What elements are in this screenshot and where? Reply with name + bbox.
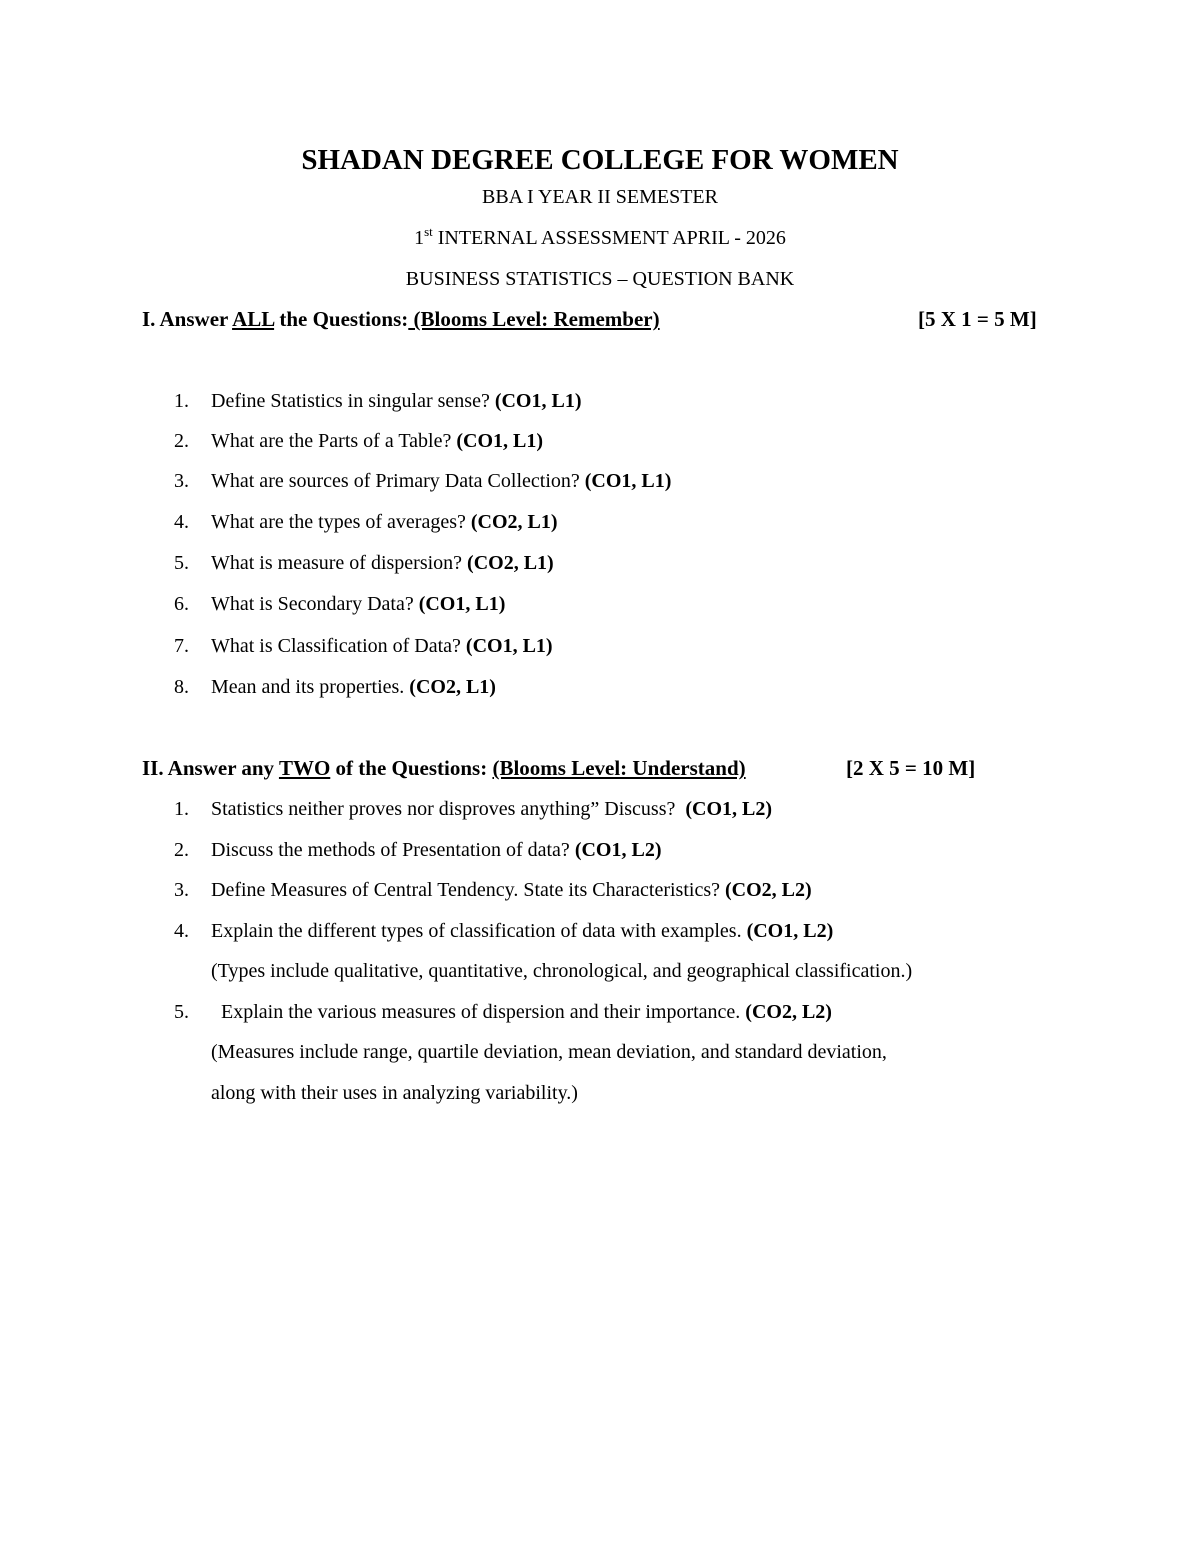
question-tag: (CO2, L2)	[745, 1001, 832, 1023]
question-number: 3.	[174, 879, 189, 901]
assessment-line	[0, 225, 1200, 251]
class-line: BBA I YEAR II SEMESTER	[482, 186, 718, 208]
question-text: What are the Parts of a Table?	[211, 430, 457, 452]
question-tag: (CO1, L2)	[746, 920, 834, 942]
question-note: (Types include qualitative, quantitative, chronological, and geographical classification.)	[211, 960, 913, 982]
question-text: Mean and its properties.	[211, 676, 410, 698]
question-number: 2.	[174, 839, 189, 861]
section-1-marks: [5 X 1 = 5 M]	[918, 307, 1037, 331]
subject-line: BUSINESS STATISTICS – QUESTION BANK	[405, 268, 795, 290]
section-2-heading	[142, 755, 746, 781]
question-tag: (CO1, L1)	[494, 390, 582, 412]
question-number: 6.	[174, 593, 189, 615]
question-number: 7.	[174, 635, 189, 657]
question-number: 3.	[174, 470, 189, 492]
question-tag: (CO1, L1)	[584, 470, 672, 492]
question-tag: (CO1, L1)	[418, 593, 506, 615]
section-1-prefix: I. Answer	[142, 307, 233, 331]
question-note: (Measures include range, quartile deviation, mean deviation, and standard deviation,	[211, 1041, 887, 1063]
question-tag: (CO2, L1)	[470, 511, 558, 533]
question-text: Explain the different types of classification of data with examples.	[211, 920, 747, 942]
section-1-blooms: (Blooms Level: Remember)	[408, 307, 660, 331]
section-2-middle: of the Questions:	[330, 756, 493, 780]
question-note: along with their uses in analyzing variability.)	[211, 1082, 578, 1104]
question-text: Statistics neither proves nor disproves anything” Discuss?	[211, 798, 686, 820]
section-2-emphasis: TWO	[278, 756, 331, 780]
question-number: 4.	[174, 920, 189, 942]
assessment-ordinal: 1	[414, 227, 425, 249]
question-tag: (CO1, L2)	[574, 839, 662, 861]
question-tag: (CO1, L1)	[456, 430, 544, 452]
question-tag: (CO2, L1)	[467, 552, 554, 574]
question-text: What are sources of Primary Data Collection?	[211, 470, 585, 492]
question-tag: (CO2, L1)	[409, 676, 496, 698]
section-2-prefix: II. Answer any	[142, 756, 279, 780]
question-tag: (CO2, L2)	[724, 879, 812, 901]
question-text: Discuss the methods of Presentation of data?	[211, 839, 575, 861]
question-text: Define Measures of Central Tendency. State its Characteristics?	[211, 879, 725, 901]
section-2-blooms: (Blooms Level: Understand)	[492, 756, 746, 780]
question-number: 1.	[174, 798, 189, 820]
section-2-marks: [2 X 5 = 10 M]	[846, 756, 976, 780]
assessment-text: INTERNAL ASSESSMENT APRIL - 2026	[432, 227, 786, 249]
question-text: Define Statistics in singular sense?	[211, 390, 495, 412]
section-1-emphasis: ALL	[232, 307, 275, 331]
question-number: 1.	[174, 390, 189, 412]
section-1-heading	[142, 306, 660, 332]
question-number: 4.	[174, 511, 189, 533]
question-tag: (CO1, L1)	[465, 635, 553, 657]
question-text: What is Secondary Data?	[211, 593, 419, 615]
question-text: What is Classification of Data?	[211, 635, 466, 657]
question-tag: (CO1, L2)	[685, 798, 773, 820]
question-text: Explain the various measures of dispersion and their importance.	[211, 1001, 746, 1023]
section-1-middle: the Questions:	[274, 307, 409, 331]
assessment-ordinal-suffix: st	[424, 224, 433, 239]
question-text: What are the types of averages?	[211, 511, 471, 533]
question-number: 5.	[174, 552, 189, 574]
college-name: SHADAN DEGREE COLLEGE FOR WOMEN	[301, 144, 899, 176]
question-number: 5.	[174, 1001, 189, 1023]
question-number: 8.	[174, 676, 189, 698]
question-number: 2.	[174, 430, 189, 452]
question-text: What is measure of dispersion?	[211, 552, 468, 574]
